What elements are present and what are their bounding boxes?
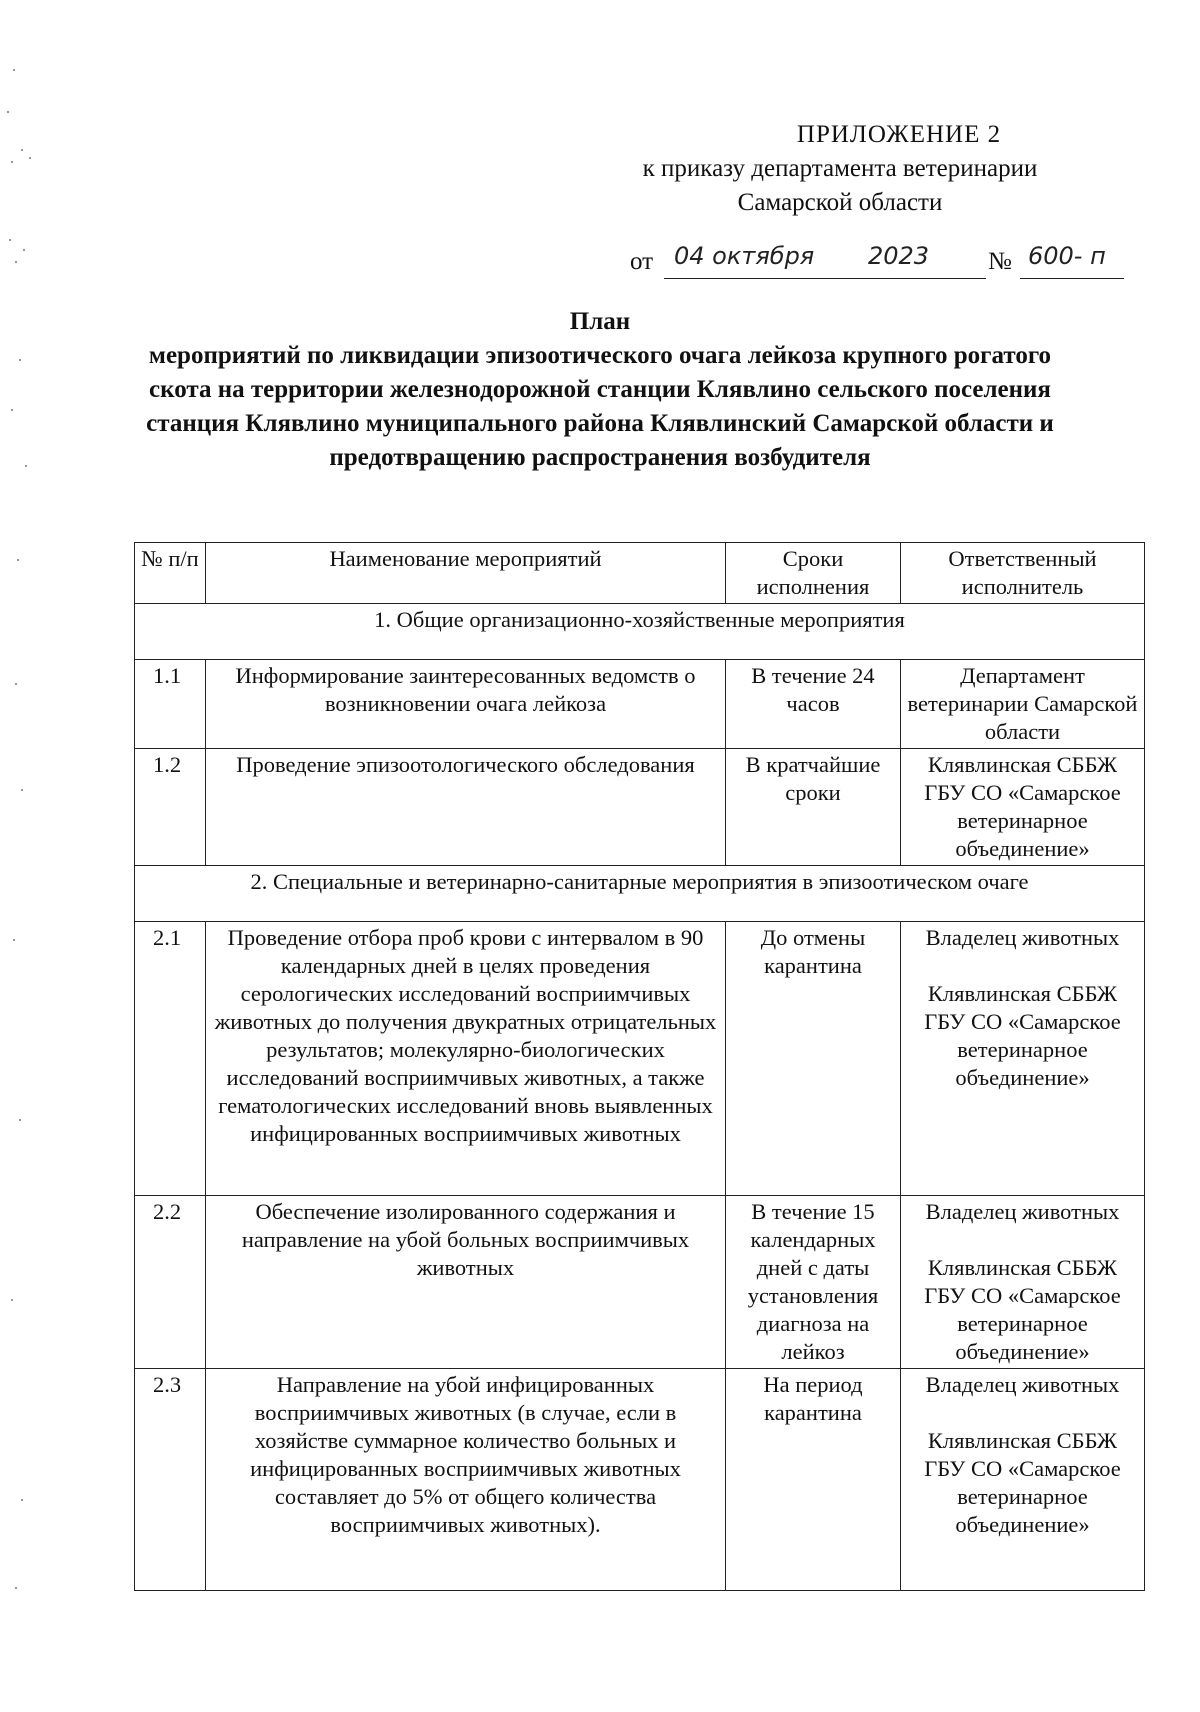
row-term: В кратчайшие сроки <box>726 749 901 866</box>
row-num: 1.1 <box>135 660 206 749</box>
order-number-label: № <box>988 248 1012 275</box>
table-row <box>135 749 1145 866</box>
resp-gap <box>905 952 1140 980</box>
scan-margin-specks <box>0 0 40 1712</box>
resp-owner: Владелец животных <box>925 1199 1120 1224</box>
plan-title: План <box>569 308 631 335</box>
row-term: На период карантина <box>726 1369 901 1591</box>
table-header-row <box>135 543 1145 604</box>
row-num: 2.2 <box>135 1196 206 1369</box>
table-row <box>135 660 1145 749</box>
row-resp <box>901 1196 1145 1369</box>
resp-gap <box>905 1399 1140 1427</box>
order-year-handwritten: 2023 <box>868 242 930 270</box>
header-name: Наименование мероприятий <box>206 543 726 604</box>
annex-line-2: Самарской области <box>737 189 943 216</box>
order-date-handwritten: 04 октября <box>674 242 815 270</box>
row-resp: Департамент ветеринарии Самарской области <box>901 660 1145 749</box>
plan-heading <box>130 305 1070 475</box>
row-name: Направление на убой инфицированных восприимчивых животных (в случае, если в хозяйстве суммарное количество больных и инфицированных восприимчивых животных составляет до 5% от общего количества восприимчивых животных). <box>206 1369 726 1591</box>
section-1-title: 1. Общие организационно-хозяйственные мероприятия <box>135 604 1145 660</box>
section-2-title: 2. Специальные и ветеринарно-санитарные мероприятия в эпизоотическом очаге <box>135 866 1145 922</box>
table-row <box>135 1369 1145 1591</box>
order-number-handwritten: 600- п <box>1028 242 1106 270</box>
row-term: В течение 15 календарных дней с даты установления диагноза на лейкоз <box>726 1196 901 1369</box>
section-row-2 <box>135 866 1145 922</box>
resp-gap <box>905 1226 1140 1254</box>
row-num: 2.1 <box>135 922 206 1196</box>
resp-organization: Клявлинская СББЖ ГБУ СО «Самарское ветеринарное объединение» <box>924 981 1121 1090</box>
annex-title: ПРИЛОЖЕНИЕ 2 <box>796 121 1002 148</box>
row-term: В течение 24 часов <box>726 660 901 749</box>
resp-owner: Владелец животных <box>925 1372 1120 1397</box>
plan-subtitle: мероприятий по ликвидации эпизоотического очага лейкоза крупного рогатого скота на территории железнодорожной станции Клявлино сельского поселения станция Клявлино муниципального района Клявлинский Самарской области и предотвращению распространения возбудителя <box>146 342 1054 471</box>
measures-table <box>134 542 1145 1591</box>
row-name: Проведение эпизоотологического обследования <box>206 749 726 866</box>
table-row <box>135 1196 1145 1369</box>
row-resp: Клявлинская СББЖ ГБУ СО «Самарское ветеринарное объединение» <box>901 749 1145 866</box>
row-term: До отмены карантина <box>726 922 901 1196</box>
resp-organization: Клявлинская СББЖ ГБУ СО «Самарское ветеринарное объединение» <box>924 1428 1121 1537</box>
resp-owner: Владелец животных <box>925 925 1120 950</box>
number-underline <box>1020 278 1124 279</box>
resp-organization: Клявлинская СББЖ ГБУ СО «Самарское ветеринарное объединение» <box>924 1255 1121 1364</box>
row-name: Информирование заинтересованных ведомств о возникновении очага лейкоза <box>206 660 726 749</box>
row-resp <box>901 1369 1145 1591</box>
row-resp <box>901 922 1145 1196</box>
row-name: Проведение отбора проб крови с интервалом в 90 календарных дней в целях проведения серологических исследований восприимчивых животных до получения двукратных отрицательных результатов; молекулярно-биологических исследований восприимчивых животных, а также гематологических исследований вновь выявленных инфицированных восприимчивых животных <box>206 922 726 1196</box>
row-num: 1.2 <box>135 749 206 866</box>
annex-header <box>560 118 1120 220</box>
annex-line-1: к приказу департамента ветеринарии <box>642 155 1038 182</box>
table-row <box>135 922 1145 1196</box>
header-num: № п/п <box>135 543 206 604</box>
row-name: Обеспечение изолированного содержания и направление на убой больных восприимчивых животных <box>206 1196 726 1369</box>
order-from-label: от <box>630 248 654 275</box>
order-line <box>630 242 1130 282</box>
header-term: Сроки исполнения <box>726 543 901 604</box>
date-underline <box>664 278 986 279</box>
section-row-1 <box>135 604 1145 660</box>
row-num: 2.3 <box>135 1369 206 1591</box>
header-resp: Ответственный исполнитель <box>901 543 1145 604</box>
